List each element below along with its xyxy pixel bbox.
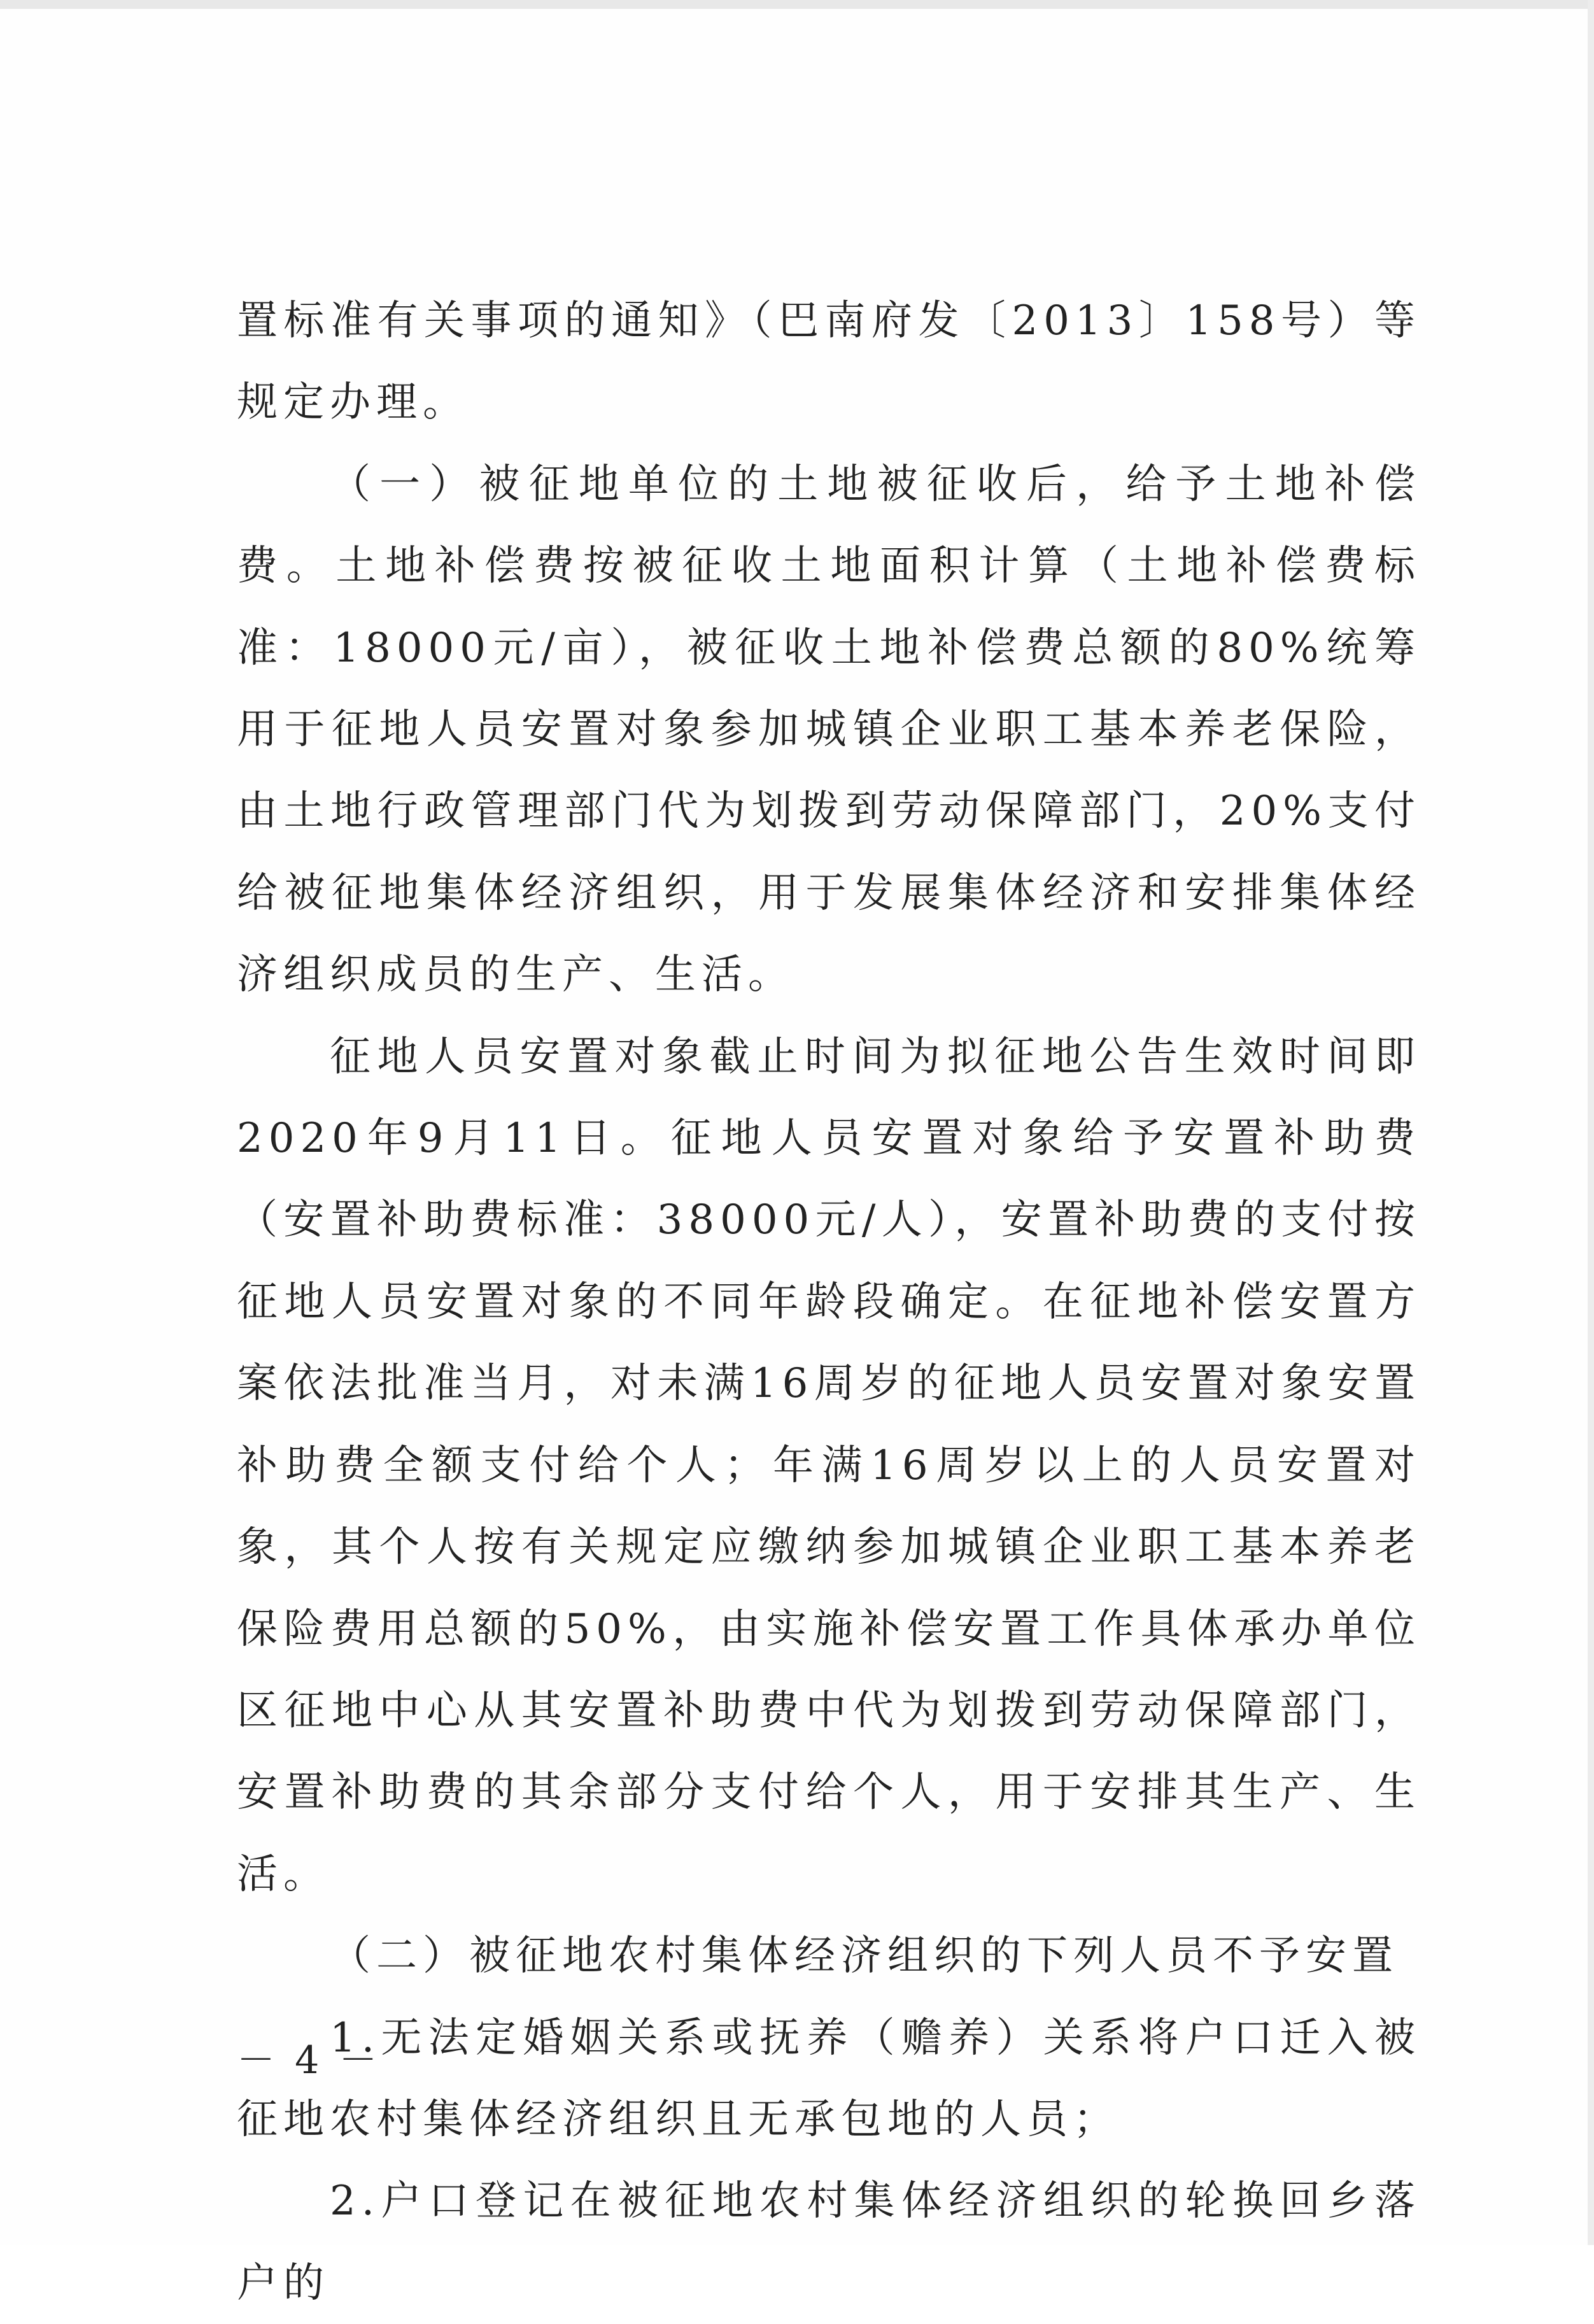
paragraph-resettlement-subsidy: 征地人员安置对象截止时间为拟征地公告生效时间即2020年9月11日。征地人员安置对象给予安置补助费（安置补助费标准：38000元/人），安置补助费的支付按征地人员安置对象的不同年龄段确定。在征地补偿安置方案依法批准当月，对未满16周岁的征地人员安置对象安置补助费全额支付给个人；年满16周岁以上的人员安置对象，其个人按有关规定应缴纳参加城镇企业职工基本养老保险费用总额的50%，由实施补偿安置工作具体承办单位区征地中心从其安置补助费中代为划拨到劳动保障部门，安置补助费的其余部分支付给个人，用于安排其生产、生活。 xyxy=(237,1033,1421,1898)
scan-edge-top xyxy=(0,0,1594,9)
page-number: － 4 － xyxy=(237,2038,381,2083)
paragraph-item-2: 2.户口登记在被征地农村集体经济组织的轮换回乡落户的 xyxy=(237,2178,1421,2307)
scan-edge-right xyxy=(1588,0,1594,2245)
paragraph-land-compensation: （一）被征地单位的土地被征收后，给予土地补偿费。土地补偿费按被征收土地面积计算（土地补偿费标准：18000元/亩），被征收土地补偿费总额的80%统筹用于征地人员安置对象参加城镇企业职工基本养老保险，由土地行政管理部门代为划拨到劳动保障部门，20%支付给被征地集体经济组织，用于发展集体经济和安排集体经济组织成员的生产、生活。 xyxy=(237,460,1421,999)
paragraph-continuation: 置标准有关事项的通知》（巴南府发〔2013〕158号）等规定办理。 xyxy=(237,297,1421,427)
paragraph-item-1: 1.无法定婚姻关系或抚养（赡养）关系将户口迁入被征地农村集体经济组织且无承包地的人员； xyxy=(237,2014,1421,2143)
document-body xyxy=(237,280,1421,2324)
paragraph-section-two-heading: （二）被征地农村集体经济组织的下列人员不予安置 xyxy=(330,1932,1399,1980)
